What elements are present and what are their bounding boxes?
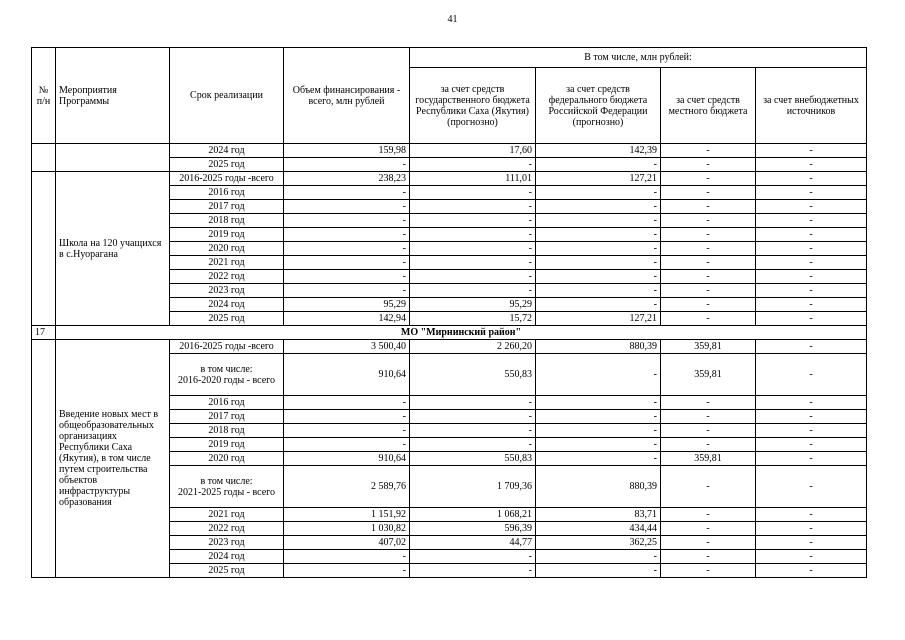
local-budget-cell: - (661, 508, 756, 522)
event-cell (56, 144, 170, 172)
extra-budget-cell: - (756, 256, 867, 270)
period-prefix: в том числе: (200, 475, 253, 487)
header-federal-budget: за счет средств федерального бюджета Российской Федерации (прогнозно) (536, 68, 661, 144)
total-cell: - (284, 242, 410, 256)
extra-budget-cell: - (756, 466, 867, 508)
state-budget-cell: - (410, 284, 536, 298)
federal-budget-cell: - (536, 158, 661, 172)
extra-budget-cell: - (756, 270, 867, 284)
federal-budget-cell: - (536, 354, 661, 396)
local-budget-cell: - (661, 550, 756, 564)
federal-budget-cell: - (536, 256, 661, 270)
table-row (32, 172, 867, 186)
federal-budget-cell: - (536, 214, 661, 228)
extra-budget-cell: - (756, 242, 867, 256)
extra-budget-cell: - (756, 298, 867, 312)
local-budget-cell: - (661, 522, 756, 536)
total-cell: 910,64 (284, 354, 410, 396)
state-budget-cell: 44,77 (410, 536, 536, 550)
period-cell: 2025 год (170, 312, 284, 326)
local-budget-cell: - (661, 242, 756, 256)
state-budget-cell: - (410, 214, 536, 228)
federal-budget-cell: - (536, 200, 661, 214)
period-cell: 2021 год (170, 508, 284, 522)
federal-budget-cell: - (536, 298, 661, 312)
header-including: В том числе, млн рублей: (410, 48, 867, 68)
local-budget-cell: - (661, 410, 756, 424)
federal-budget-cell: - (536, 228, 661, 242)
total-cell: 238,23 (284, 172, 410, 186)
local-budget-cell: - (661, 438, 756, 452)
period-range: 2021-2025 годы - всего (177, 486, 276, 498)
federal-budget-cell: - (536, 564, 661, 578)
number-cell: 17 (32, 326, 56, 340)
extra-budget-cell: - (756, 158, 867, 172)
header-event: Мероприятия Программы (56, 48, 170, 144)
header-total: Объем финансирования - всего, млн рублей (284, 48, 410, 144)
period-cell: 2020 год (170, 242, 284, 256)
state-budget-cell: - (410, 186, 536, 200)
extra-budget-cell: - (756, 186, 867, 200)
period-cell: 2017 год (170, 410, 284, 424)
federal-budget-cell: 142,39 (536, 144, 661, 158)
extra-budget-cell: - (756, 354, 867, 396)
local-budget-cell: - (661, 466, 756, 508)
total-cell: - (284, 214, 410, 228)
local-budget-cell: - (661, 256, 756, 270)
local-budget-cell: - (661, 200, 756, 214)
local-budget-cell: - (661, 564, 756, 578)
state-budget-cell: 550,83 (410, 354, 536, 396)
local-budget-cell: - (661, 228, 756, 242)
period-cell: 2024 год (170, 298, 284, 312)
federal-budget-cell: 127,21 (536, 172, 661, 186)
federal-budget-cell: 880,39 (536, 466, 661, 508)
state-budget-cell: 15,72 (410, 312, 536, 326)
local-budget-cell: - (661, 186, 756, 200)
state-budget-cell: - (410, 550, 536, 564)
total-cell: - (284, 550, 410, 564)
extra-budget-cell: - (756, 200, 867, 214)
total-cell: - (284, 410, 410, 424)
period-cell: 2019 год (170, 438, 284, 452)
extra-budget-cell: - (756, 396, 867, 410)
local-budget-cell: 359,81 (661, 354, 756, 396)
total-cell: 2 589,76 (284, 466, 410, 508)
period-cell: 2018 год (170, 424, 284, 438)
total-cell: - (284, 158, 410, 172)
period-cell: 2022 год (170, 522, 284, 536)
total-cell: - (284, 186, 410, 200)
local-budget-cell: 359,81 (661, 340, 756, 354)
period-cell: 2017 год (170, 200, 284, 214)
extra-budget-cell: - (756, 536, 867, 550)
period-cell: 2021 год (170, 256, 284, 270)
federal-budget-cell: 83,71 (536, 508, 661, 522)
total-cell: 159,98 (284, 144, 410, 158)
total-cell: - (284, 438, 410, 452)
total-cell: 1 030,82 (284, 522, 410, 536)
extra-budget-cell: - (756, 284, 867, 298)
table-row (32, 144, 867, 158)
local-budget-cell: - (661, 312, 756, 326)
total-cell: - (284, 256, 410, 270)
state-budget-cell: 95,29 (410, 298, 536, 312)
period-cell: 2025 год (170, 564, 284, 578)
extra-budget-cell: - (756, 452, 867, 466)
period-cell: 2022 год (170, 270, 284, 284)
extra-budget-cell: - (756, 550, 867, 564)
period-cell: 2024 год (170, 550, 284, 564)
federal-budget-cell: - (536, 452, 661, 466)
total-cell: - (284, 200, 410, 214)
federal-budget-cell: - (536, 396, 661, 410)
total-cell: - (284, 564, 410, 578)
total-cell: - (284, 424, 410, 438)
extra-budget-cell: - (756, 564, 867, 578)
header-extra-budget: за счет внебюджетных источников (756, 68, 867, 144)
header-state-budget: за счет средств государственного бюджета Республики Саха (Якутия) (прогнозно) (410, 68, 536, 144)
state-budget-cell: 1 709,36 (410, 466, 536, 508)
extra-budget-cell: - (756, 410, 867, 424)
local-budget-cell: - (661, 270, 756, 284)
local-budget-cell: - (661, 424, 756, 438)
state-budget-cell: 1 068,21 (410, 508, 536, 522)
state-budget-cell: - (410, 270, 536, 284)
period-cell: 2024 год (170, 144, 284, 158)
state-budget-cell: - (410, 200, 536, 214)
extra-budget-cell: - (756, 508, 867, 522)
state-budget-cell: - (410, 242, 536, 256)
total-cell: - (284, 228, 410, 242)
total-cell: - (284, 284, 410, 298)
state-budget-cell: - (410, 424, 536, 438)
header-period: Срок реализации (170, 48, 284, 144)
state-budget-cell: - (410, 410, 536, 424)
financing-table (31, 47, 867, 578)
state-budget-cell: 596,39 (410, 522, 536, 536)
period-cell: 2019 год (170, 228, 284, 242)
period-cell: 2018 год (170, 214, 284, 228)
extra-budget-cell: - (756, 522, 867, 536)
event-title-cell: Введение новых мест в общеобразовательных организациях Республики Саха (Якутия), в том числе путем строительства объектов инфраструктуры образования (56, 340, 170, 578)
state-budget-cell: - (410, 158, 536, 172)
table-row (32, 326, 867, 340)
period-cell: 2016 год (170, 396, 284, 410)
federal-budget-cell: 434,44 (536, 522, 661, 536)
federal-budget-cell: 880,39 (536, 340, 661, 354)
state-budget-cell: 17,60 (410, 144, 536, 158)
state-budget-cell: - (410, 396, 536, 410)
extra-budget-cell: - (756, 340, 867, 354)
federal-budget-cell: - (536, 550, 661, 564)
total-cell: - (284, 270, 410, 284)
state-budget-cell: - (410, 564, 536, 578)
federal-budget-cell: - (536, 242, 661, 256)
extra-budget-cell: - (756, 144, 867, 158)
total-cell: 95,29 (284, 298, 410, 312)
state-budget-cell: 111,01 (410, 172, 536, 186)
state-budget-cell: - (410, 228, 536, 242)
state-budget-cell: - (410, 438, 536, 452)
local-budget-cell: - (661, 536, 756, 550)
period-prefix: в том числе: (200, 363, 253, 375)
total-cell: 1 151,92 (284, 508, 410, 522)
local-budget-cell: - (661, 214, 756, 228)
period-cell: 2023 год (170, 536, 284, 550)
extra-budget-cell: - (756, 228, 867, 242)
extra-budget-cell: - (756, 424, 867, 438)
local-budget-cell: - (661, 396, 756, 410)
period-cell: 2023 год (170, 284, 284, 298)
federal-budget-cell: 362,25 (536, 536, 661, 550)
federal-budget-cell: - (536, 424, 661, 438)
federal-budget-cell: - (536, 410, 661, 424)
total-cell: 910,64 (284, 452, 410, 466)
header-number: № п/н (32, 48, 56, 144)
number-cell (32, 144, 56, 172)
number-cell (32, 172, 56, 326)
extra-budget-cell: - (756, 312, 867, 326)
period-cell (170, 354, 284, 396)
period-cell: 2016-2025 годы -всего (170, 340, 284, 354)
local-budget-cell: 359,81 (661, 452, 756, 466)
extra-budget-cell: - (756, 438, 867, 452)
table-row (32, 340, 867, 354)
federal-budget-cell: - (536, 270, 661, 284)
extra-budget-cell: - (756, 214, 867, 228)
period-cell: 2016-2025 годы -всего (170, 172, 284, 186)
state-budget-cell: 550,83 (410, 452, 536, 466)
number-cell (32, 340, 56, 578)
period-cell: 2016 год (170, 186, 284, 200)
extra-budget-cell: - (756, 172, 867, 186)
period-range: 2016-2020 годы - всего (177, 374, 276, 386)
page-number: 41 (447, 14, 458, 25)
period-cell: 2020 год (170, 452, 284, 466)
local-budget-cell: - (661, 298, 756, 312)
federal-budget-cell: - (536, 284, 661, 298)
state-budget-cell: - (410, 256, 536, 270)
period-cell: 2025 год (170, 158, 284, 172)
state-budget-cell: 2 260,20 (410, 340, 536, 354)
period-cell (170, 466, 284, 508)
event-title-cell: Школа на 120 учащихся в с.Нуорагана (56, 172, 170, 326)
total-cell: 142,94 (284, 312, 410, 326)
total-cell: 407,02 (284, 536, 410, 550)
total-cell: - (284, 396, 410, 410)
local-budget-cell: - (661, 284, 756, 298)
local-budget-cell: - (661, 158, 756, 172)
municipality-title: МО "Мирнинский район" (56, 326, 867, 340)
local-budget-cell: - (661, 144, 756, 158)
total-cell: 3 500,40 (284, 340, 410, 354)
local-budget-cell: - (661, 172, 756, 186)
federal-budget-cell: 127,21 (536, 312, 661, 326)
federal-budget-cell: - (536, 438, 661, 452)
header-local-budget: за счет средств местного бюджета (661, 68, 756, 144)
federal-budget-cell: - (536, 186, 661, 200)
